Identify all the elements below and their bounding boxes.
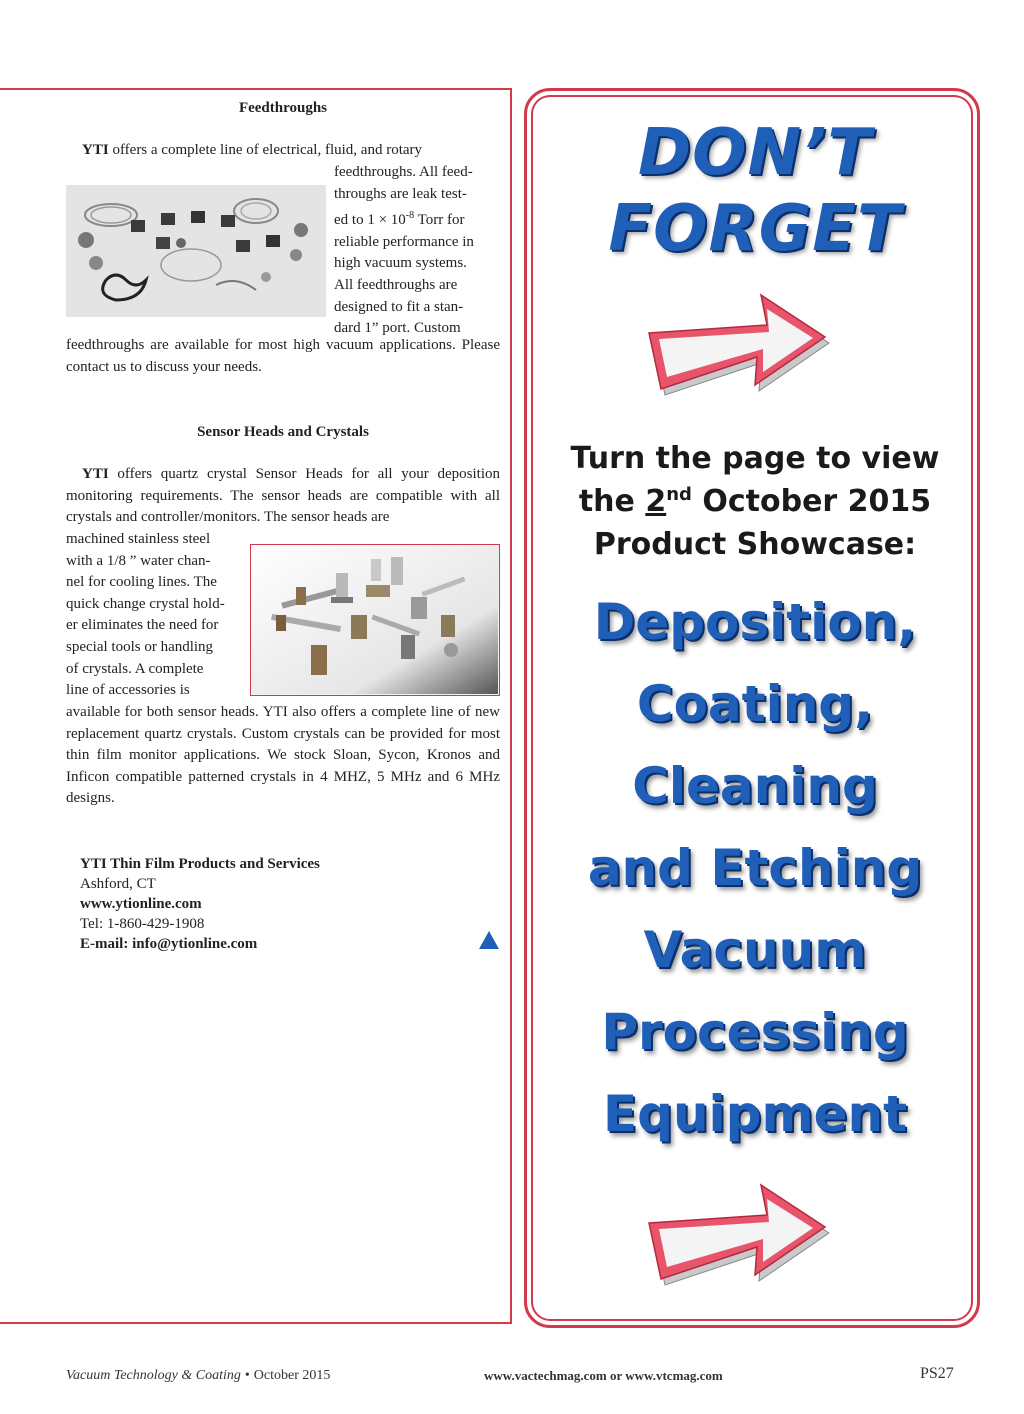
text-line: nel for cooling lines. The (66, 574, 217, 591)
showcase-line: Processing (601, 1003, 909, 1061)
text-line: reliable performance in (334, 233, 474, 250)
text-line: feedthroughs. All feed- (334, 164, 473, 180)
section1-closing-text: feedthroughs are available for most high vacuum applications. Please contact us to discuss your needs. (66, 337, 500, 375)
ordinal-number: 2 (645, 484, 667, 519)
section1-intro-text: offers a complete line of electrical, fluid, and rotary (108, 142, 423, 158)
page-number: PS27 (920, 1365, 954, 1382)
footer-publication (66, 1368, 330, 1384)
right-arrow-icon (637, 281, 837, 401)
text-line: machined stainless steel (66, 531, 211, 547)
text-line: dard 1” port. Custom (334, 320, 461, 337)
showcase-line: Deposition, (593, 593, 917, 651)
text-line: of crystals. A complete (66, 660, 204, 677)
feedthroughs-photo (66, 185, 326, 317)
text-line: designed to fit a stan- (334, 298, 464, 315)
showcase-line: and Etching (587, 839, 923, 897)
company-email-link[interactable]: E-mail: info@ytionline.com (80, 936, 258, 952)
right-arrow-icon (637, 1171, 837, 1291)
turn-page-line3: Product Showcase: (593, 527, 917, 562)
text-line: throughs are leak test- (334, 185, 467, 202)
showcase-line: Cleaning (632, 757, 878, 815)
turn-page-the: the (578, 484, 646, 519)
article-column (0, 88, 512, 1324)
showcase-line: Vacuum (643, 921, 867, 979)
issue-date: October 2015 (253, 1368, 331, 1383)
torr-exponent: -8 (405, 210, 415, 222)
company-name: YTI Thin Film Products and Services (80, 856, 320, 872)
text-line-torr (334, 205, 500, 232)
company-phone: Tel: 1-860-429-1908 (80, 916, 205, 932)
brand-name: YTI (82, 466, 109, 482)
section-heading-sensor-heads: Sensor Heads and Crystals (197, 424, 369, 440)
text-line: line of accessories is (66, 682, 190, 699)
section2-closing-text: available for both sensor heads. YTI also offers a complete line of new replacement quartz crystals. Custom crystals can be provided for most thin film monitor applications. We stock Sloan, Sycon, Kronos and Inficon compatible patterned crystals in 4 MHZ, 5 MHz and 6 MHz designs. (66, 704, 500, 807)
section-heading-feedthroughs: Feedthroughs (238, 100, 328, 116)
footer-websites[interactable]: www.vactechmag.com or www.vtcmag.com (484, 1368, 723, 1383)
text-line: All feedthroughs are (334, 276, 458, 293)
showcase-line: Coating, (636, 675, 874, 733)
ordinal-suffix: nd (666, 484, 692, 505)
ad-showcase-title (527, 581, 983, 1155)
section1-intro (66, 140, 500, 162)
torr-prefix: ed to 1 × 10 (334, 212, 406, 229)
text-line: quick change crystal hold- (66, 595, 225, 612)
text-line: with a 1/8 ” water chan- (66, 552, 211, 569)
turn-page-month: October 2015 (691, 484, 932, 519)
dont-forget-ad (524, 88, 980, 1328)
ad-headline-line1: DON’T (637, 116, 873, 190)
magazine-name: Vacuum Technology & Coating (66, 1368, 241, 1383)
section1-wrapped-text (334, 162, 500, 340)
ad-turn-page-text (527, 437, 983, 566)
showcase-line: Equipment (603, 1085, 907, 1143)
section2-intro-text: offers quartz crystal Sensor Heads for all your deposition monitoring requirements. The sensor heads are compatible with all crystals and controller/monitors. The sensor heads are (66, 466, 500, 526)
company-website-link[interactable]: www.ytionline.com (80, 896, 202, 912)
company-contact (80, 854, 320, 954)
text-line: er eliminates the need for (66, 617, 219, 634)
turn-page-line1: Turn the page to view (570, 441, 940, 476)
section2-intro (66, 464, 500, 529)
torr-suffix: Torr for (414, 212, 465, 229)
section2-wrapped-text (66, 529, 243, 702)
sensor-heads-photo (250, 544, 500, 696)
footer-bullet: • (244, 1368, 250, 1383)
brand-name: YTI (82, 142, 109, 158)
ad-headline-line2: FORGET (608, 192, 902, 266)
turn-page-line2 (527, 480, 983, 523)
text-line: special tools or handling (66, 638, 214, 655)
company-location: Ashford, CT (80, 876, 156, 892)
end-of-article-triangle-icon (478, 930, 500, 950)
text-line: high vacuum systems. (334, 255, 467, 272)
